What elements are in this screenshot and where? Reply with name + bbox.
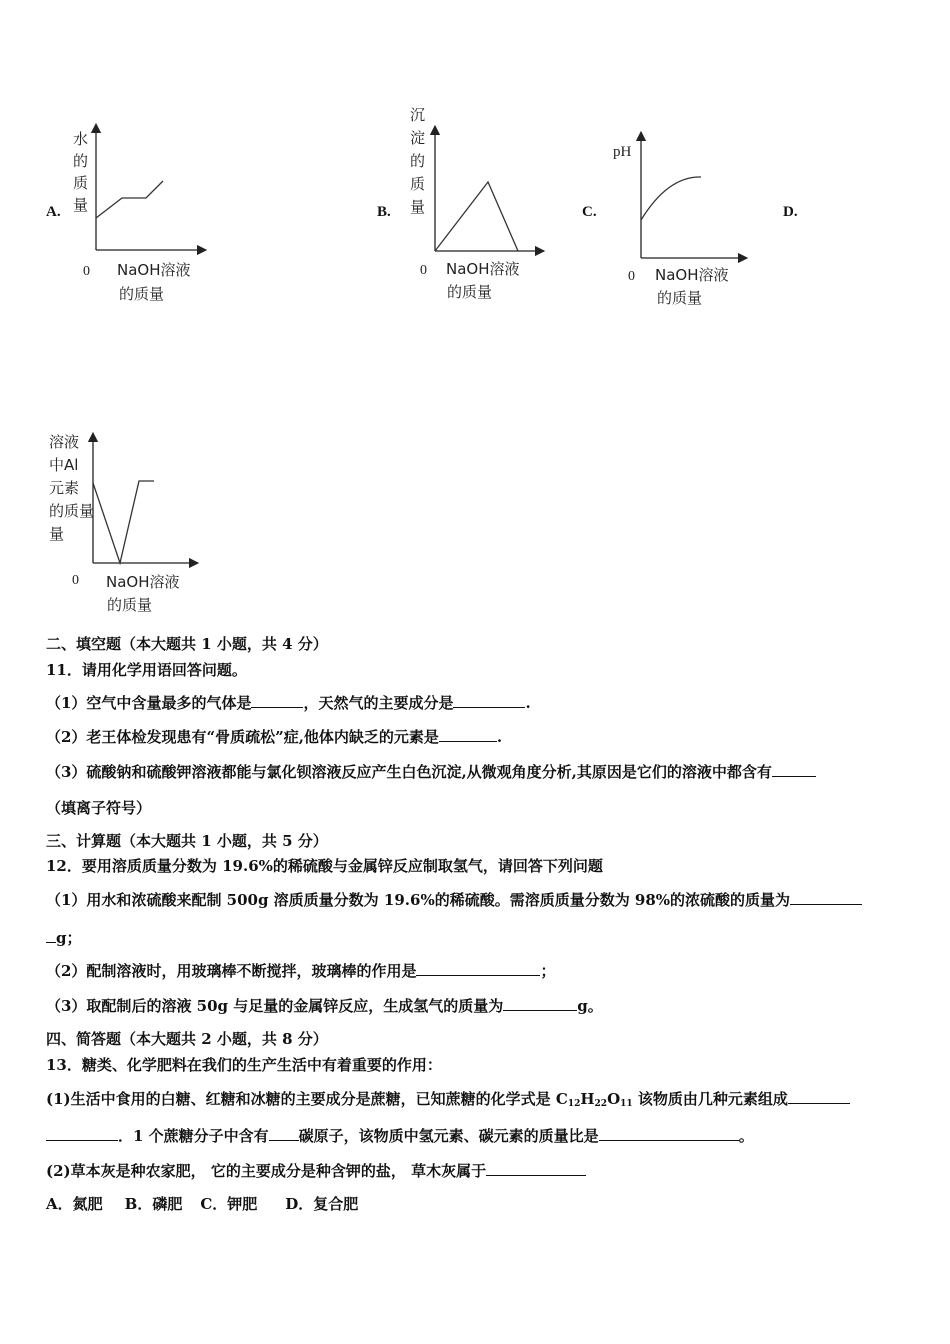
curve-line xyxy=(96,181,163,218)
q12-part2 xyxy=(46,961,555,981)
section-2-heading: 二、填空题（本大题共 1 小题，共 4 分） xyxy=(46,635,328,653)
q11-part1 xyxy=(46,693,531,713)
x-label-1: NaOH溶液 xyxy=(117,261,191,279)
q12-blank-1[interactable] xyxy=(790,890,862,905)
x-label-2: 的质量 xyxy=(107,596,153,614)
option-b[interactable]: B．磷肥 xyxy=(124,1195,183,1213)
option-d[interactable]: D．复合肥 xyxy=(285,1195,359,1213)
q13-part1-text-e: 。 xyxy=(738,1127,754,1145)
chart-c xyxy=(608,120,768,315)
q13-part2-text: (2)草本灰是种农家肥， 它的主要成分是种含钾的盐， 草木灰属于 xyxy=(46,1162,487,1180)
x-label-2: 的质量 xyxy=(119,285,165,303)
q12-part1 xyxy=(46,890,862,910)
y-label-3: 的 xyxy=(410,152,426,170)
curve-line xyxy=(435,182,518,251)
q12-blank-2[interactable] xyxy=(416,961,540,976)
y-label-4: 量 xyxy=(73,196,89,214)
q13-blank-3[interactable] xyxy=(599,1126,739,1141)
y-label-1: pH xyxy=(613,144,632,160)
q13-options xyxy=(46,1194,358,1214)
y-label-2: 的 xyxy=(73,152,89,170)
y-label-2: 中Al xyxy=(49,456,79,474)
q11-part3-note: （填离子符号） xyxy=(46,799,152,817)
x-label-1: NaOH溶液 xyxy=(106,573,180,591)
chart-a xyxy=(60,120,220,310)
q13-part1-text-b: 该物质由几种元素组成 xyxy=(632,1090,788,1108)
option-c-label: C. xyxy=(582,204,597,220)
q12-part2-text-a: （2）配制溶液时，用玻璃棒不断搅拌，玻璃棒的作用是 xyxy=(46,962,417,980)
q13-part1-text-c: ．1 个蔗糖分子中含有 xyxy=(118,1127,269,1145)
formula: $C_{12}H_{22}O_{11}$ xyxy=(555,1090,633,1109)
q12-part1-text: （1）用水和浓硫酸来配制 500g 溶质质量分数为 19.6%的稀硫酸。需溶质质量分数为 98%的浓硫酸的质量为 xyxy=(46,891,791,909)
q11-part2 xyxy=(46,727,502,747)
q11-part1-text-c: . xyxy=(525,694,531,712)
q11-part1-text-a: （1）空气中含量最多的气体是 xyxy=(46,694,252,712)
q11-blank-1[interactable] xyxy=(251,693,303,708)
y-label-3: 质 xyxy=(73,174,89,192)
x-label-2: 的质量 xyxy=(447,283,493,301)
q12-part1-end-text: g； xyxy=(56,929,82,947)
y-label-1: 溶液 xyxy=(49,433,80,451)
q13-part1 xyxy=(46,1089,850,1114)
option-c[interactable]: C．钾肥 xyxy=(200,1195,258,1213)
q11-part2-text-b: . xyxy=(496,728,503,746)
y-label-4: 的质量 xyxy=(49,502,95,520)
q11-blank-2[interactable] xyxy=(453,693,525,708)
q12-part3-text-a: （3）取配制后的溶液 50g 与足量的金属锌反应，生成氢气的质量为 xyxy=(46,997,504,1015)
y-label-5: 量 xyxy=(410,198,426,216)
y-label-2: 淀 xyxy=(410,129,426,147)
q13-blank-4[interactable] xyxy=(486,1161,586,1176)
q12-title: 12．要用溶质质量分数为 19.6%的稀硫酸与金属锌反应制取氢气，请回答下列问题 xyxy=(46,857,603,875)
y-label-5: 量 xyxy=(49,525,65,543)
chart-d xyxy=(44,425,219,620)
q13-blank-1-cont[interactable] xyxy=(46,1126,118,1141)
q12-part3 xyxy=(46,996,603,1016)
option-d-label: D. xyxy=(783,204,798,220)
option-a[interactable]: A．氮肥 xyxy=(46,1195,103,1213)
q12-part2-text-b: ； xyxy=(540,962,556,980)
origin-label: 0 xyxy=(72,573,79,588)
option-a-label: A. xyxy=(46,204,61,220)
chart-b xyxy=(400,100,560,310)
option-b-label: B. xyxy=(377,204,391,220)
q12-blank-3[interactable] xyxy=(503,996,577,1011)
q11-blank-4[interactable] xyxy=(772,762,816,777)
q13-part1-text-a: (1)生活中食用的白糖、红糖和冰糖的主要成分是蔗糖，已知蔗糖的化学式是 xyxy=(46,1090,556,1108)
q13-part1-text-d: 碳原子，该物质中氢元素、碳元素的质量比是 xyxy=(298,1127,599,1145)
y-label-4: 质 xyxy=(410,175,426,193)
y-label-1: 水 xyxy=(73,130,89,148)
q13-blank-1[interactable] xyxy=(788,1089,850,1104)
q13-title: 13．糖类、化学肥料在我们的生产生活中有着重要的作用： xyxy=(46,1056,442,1074)
q11-part3-text: （3）硫酸钠和硫酸钾溶液都能与氯化钡溶液反应产生白色沉淀,从微观角度分析,其原因是它们的溶液中都含有 xyxy=(46,763,772,781)
q12-part1-end xyxy=(46,928,82,948)
q11-part1-text-b: ，天然气的主要成分是 xyxy=(303,694,454,712)
origin-label: 0 xyxy=(420,263,427,278)
origin-label: 0 xyxy=(628,269,635,284)
q13-blank-2[interactable] xyxy=(269,1126,299,1141)
q12-blank-1-cont[interactable] xyxy=(46,928,56,943)
curve-line xyxy=(641,177,701,220)
x-label-2: 的质量 xyxy=(657,289,703,307)
origin-label: 0 xyxy=(83,264,90,279)
y-label-3: 元素 xyxy=(49,479,80,497)
section-3-heading: 三、计算题（本大题共 1 小题，共 5 分） xyxy=(46,832,328,850)
section-4-heading: 四、简答题（本大题共 2 小题，共 8 分） xyxy=(46,1030,328,1048)
q12-part3-text-b: g。 xyxy=(577,997,603,1015)
q13-part1-cont xyxy=(46,1126,754,1146)
x-label-1: NaOH溶液 xyxy=(655,266,729,284)
q13-part2 xyxy=(46,1161,586,1181)
q11-part3 xyxy=(46,762,816,782)
y-label-1: 沉 xyxy=(410,106,426,124)
x-label-1: NaOH溶液 xyxy=(446,260,520,278)
q11-part2-text-a: （2）老王体检发现患有“骨质疏松”症,他体内缺乏的元素是 xyxy=(46,728,439,746)
curve-line xyxy=(93,481,154,563)
q11-blank-3[interactable] xyxy=(439,727,497,742)
q11-title: 11．请用化学用语回答问题。 xyxy=(46,661,247,679)
